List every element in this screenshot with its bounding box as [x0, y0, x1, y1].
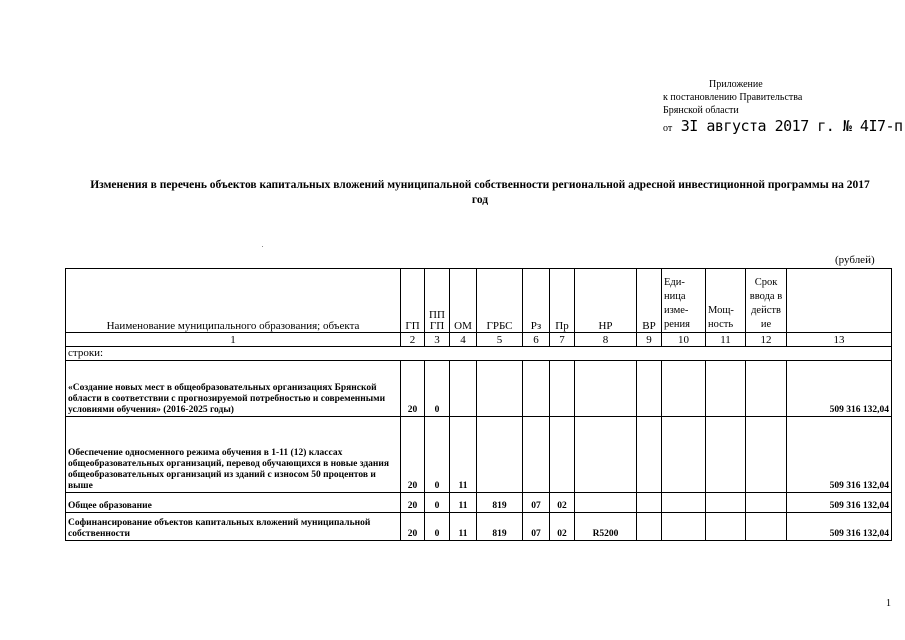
row-nr: R5200 [575, 513, 637, 541]
row-om: 11 [450, 417, 477, 493]
header-power: Мощ- ность [706, 269, 746, 333]
appendix-region: Брянской области [663, 105, 739, 116]
table-row [66, 493, 892, 513]
row-amount: 509 316 132,04 [787, 361, 892, 417]
header-om: ОМ [450, 269, 477, 333]
col-num: 6 [523, 333, 550, 347]
row-unit [662, 493, 706, 513]
row-grbs: 819 [477, 513, 523, 541]
row-name: Общее образование [66, 493, 401, 513]
col-num: 5 [477, 333, 523, 347]
header-rz: Рз [523, 269, 550, 333]
appendix-date-value: 3I августа 2017 г. № 4I7-п [680, 117, 903, 135]
units-label: (рублей) [835, 254, 875, 266]
table-row [66, 417, 892, 493]
row-power [706, 417, 746, 493]
col-num: 1 [66, 333, 401, 347]
col-num: 8 [575, 333, 637, 347]
table-row [66, 513, 892, 541]
row-rz: 07 [523, 493, 550, 513]
strings-label: строки: [66, 347, 892, 361]
row-power [706, 361, 746, 417]
row-grbs: 819 [477, 493, 523, 513]
row-term [746, 417, 787, 493]
row-rz: 07 [523, 513, 550, 541]
row-vr [637, 361, 662, 417]
col-num: 10 [662, 333, 706, 347]
row-name: «Создание новых мест в общеобразовательных организациях Брянской области в соответствии с прогнозируемой потребностью и современными условиями обучения» (2016-2025 годы) [66, 361, 401, 417]
appendix-block [663, 78, 903, 138]
row-pr [550, 361, 575, 417]
page-number: 1 [886, 598, 891, 609]
scan-speck [262, 246, 263, 247]
row-rz [523, 417, 550, 493]
row-ppgp: 0 [425, 361, 450, 417]
appendix-date-prefix: от [663, 123, 673, 134]
row-term [746, 361, 787, 417]
appendix-date-number [663, 117, 903, 138]
row-ppgp: 0 [425, 493, 450, 513]
row-grbs [477, 417, 523, 493]
row-om: 11 [450, 493, 477, 513]
col-num: 11 [706, 333, 746, 347]
header-pr: Пр [550, 269, 575, 333]
row-vr [637, 417, 662, 493]
col-num: 7 [550, 333, 575, 347]
row-pr: 02 [550, 513, 575, 541]
row-unit [662, 361, 706, 417]
strings-label-row [66, 347, 892, 361]
header-nr: НР [575, 269, 637, 333]
row-om: 11 [450, 513, 477, 541]
row-unit [662, 417, 706, 493]
document-title: Изменения в перечень объектов капитальных вложений муниципальной собственности региональной адресной инвестиционной программы на 2017 год [90, 179, 870, 206]
row-amount: 509 316 132,04 [787, 513, 892, 541]
row-power [706, 513, 746, 541]
row-gp: 20 [401, 417, 425, 493]
row-ppgp: 0 [425, 417, 450, 493]
header-term: Срок ввода в действ ие [746, 269, 787, 333]
row-grbs [477, 361, 523, 417]
header-unit: Еди- ница изме- рения [662, 269, 706, 333]
header-vr: ВР [637, 269, 662, 333]
investment-table [65, 268, 892, 541]
header-grbs: ГРБС [477, 269, 523, 333]
row-om [450, 361, 477, 417]
row-term [746, 513, 787, 541]
header-row [66, 269, 892, 333]
row-vr [637, 493, 662, 513]
row-term [746, 493, 787, 513]
row-unit [662, 513, 706, 541]
row-name: Обеспечение односменного режима обучения в 1-11 (12) классах общеобразовательных организаций, перевод обучающихся в новые здания общеобразовательных организаций из зданий с износом 50 процентов и выше [66, 417, 401, 493]
col-num: 2 [401, 333, 425, 347]
header-name: Наименование муниципального образования; объекта [66, 269, 401, 333]
header-gp: ГП [401, 269, 425, 333]
row-nr [575, 493, 637, 513]
row-nr [575, 361, 637, 417]
col-num: 4 [450, 333, 477, 347]
col-num: 9 [637, 333, 662, 347]
row-power [706, 493, 746, 513]
header-ppgp: ПП ГП [425, 269, 450, 333]
col-num: 13 [787, 333, 892, 347]
row-rz [523, 361, 550, 417]
appendix-resolution: к постановлению Правительства [663, 92, 803, 103]
col-num: 3 [425, 333, 450, 347]
row-gp: 20 [401, 361, 425, 417]
col-num: 12 [746, 333, 787, 347]
header-amount [787, 269, 892, 333]
row-pr: 02 [550, 493, 575, 513]
row-gp: 20 [401, 513, 425, 541]
row-nr [575, 417, 637, 493]
row-pr [550, 417, 575, 493]
row-gp: 20 [401, 493, 425, 513]
row-vr [637, 513, 662, 541]
row-name: Софинансирование объектов капитальных вложений муниципальной собственности [66, 513, 401, 541]
table-row [66, 361, 892, 417]
row-amount: 509 316 132,04 [787, 417, 892, 493]
column-number-row [66, 333, 892, 347]
row-amount: 509 316 132,04 [787, 493, 892, 513]
row-ppgp: 0 [425, 513, 450, 541]
appendix-heading: Приложение [709, 79, 763, 90]
